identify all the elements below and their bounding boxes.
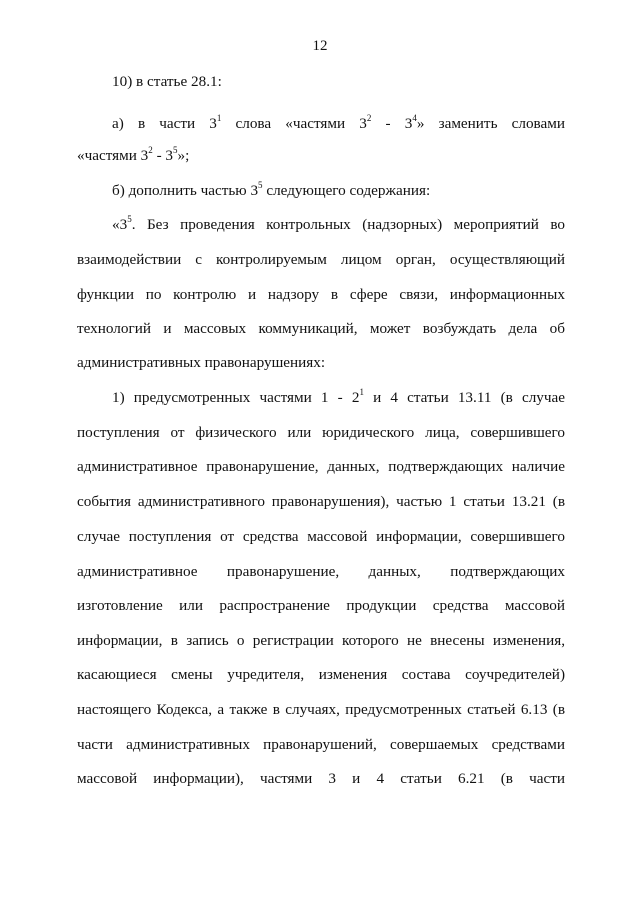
text-run: взаимодействии с контролируемым лицом орган, осуществляющий	[77, 251, 565, 268]
text-run: - 3	[371, 115, 413, 132]
text-line	[77, 736, 565, 754]
text-line	[77, 666, 565, 684]
text-run: случае поступления от средства массовой информации, совершившего	[77, 528, 565, 545]
superscript: 2	[366, 112, 372, 123]
text-run: » заменить словами	[416, 115, 565, 132]
text-line	[77, 632, 565, 650]
text-run: - 3	[152, 147, 174, 164]
text-run: следующего содержания:	[262, 182, 431, 199]
text-run: а) в части 3	[112, 115, 217, 132]
text-line	[77, 144, 565, 165]
text-line	[112, 112, 565, 133]
superscript: 5	[258, 179, 263, 190]
superscript: 2	[148, 144, 153, 155]
page-number: 12	[312, 38, 328, 54]
text-run: »;	[177, 147, 190, 164]
text-line	[77, 458, 565, 476]
text-line	[77, 493, 565, 511]
text-line	[77, 354, 565, 372]
text-line	[77, 597, 565, 615]
text-line	[112, 179, 565, 200]
text-line	[77, 424, 565, 442]
text-run: части административных правонарушений, совершаемых средствами	[77, 736, 565, 753]
superscript: 5	[127, 213, 132, 224]
superscript: 5	[173, 144, 178, 155]
text-line	[77, 770, 565, 788]
text-line	[77, 563, 565, 581]
text-line	[77, 251, 565, 269]
text-run: технологий и массовых коммуникаций, может возбуждать дела об	[77, 320, 565, 337]
text-run: функции по контролю и надзору в сфере связи, информационных	[77, 286, 565, 303]
text-run: административных правонарушениях:	[77, 354, 326, 371]
text-run: изготовление или распространение продукции средства массовой	[77, 597, 565, 614]
text-run: административное правонарушение, данных, подтверждающих наличие	[77, 458, 565, 475]
text-run: настоящего Кодекса, а также в случаях, предусмотренных статьей 6.13 (в	[77, 701, 565, 718]
text-run: массовой информации), частями 3 и 4 статьи 6.21 (в части	[77, 770, 565, 787]
text-run: слова «частями 3	[221, 115, 367, 132]
text-run: административное правонарушение, данных, подтверждающих	[77, 563, 565, 580]
superscript: 1	[216, 112, 222, 123]
text-line	[77, 701, 565, 719]
text-line	[112, 213, 565, 234]
text-line	[77, 528, 565, 546]
superscript: 1	[359, 386, 364, 397]
text-run: 1) предусмотренных частями 1 - 2	[112, 389, 360, 406]
superscript: 4	[412, 112, 417, 123]
text-run: б) дополнить частью 3	[112, 182, 259, 199]
text-run: «частями 3	[77, 147, 149, 164]
text-line	[112, 73, 565, 91]
text-run: поступления от физического или юридического лица, совершившего	[77, 424, 565, 441]
text-run: и 4 статьи 13.11 (в случае	[363, 389, 565, 406]
text-run: информации, в запись о регистрации которого не внесены изменения,	[77, 632, 565, 649]
text-line	[77, 320, 565, 338]
text-run: «3	[112, 216, 128, 233]
text-run: события административного правонарушения), частью 1 статьи 13.21 (в	[77, 493, 565, 510]
text-line	[77, 286, 565, 304]
text-line	[112, 386, 565, 407]
text-run: касающиеся смены учредителя, изменения состава соучредителей)	[77, 666, 565, 683]
text-run: . Без проведения контрольных (надзорных) мероприятий во	[131, 216, 565, 233]
text-run: 10) в статье 28.1:	[112, 73, 222, 90]
